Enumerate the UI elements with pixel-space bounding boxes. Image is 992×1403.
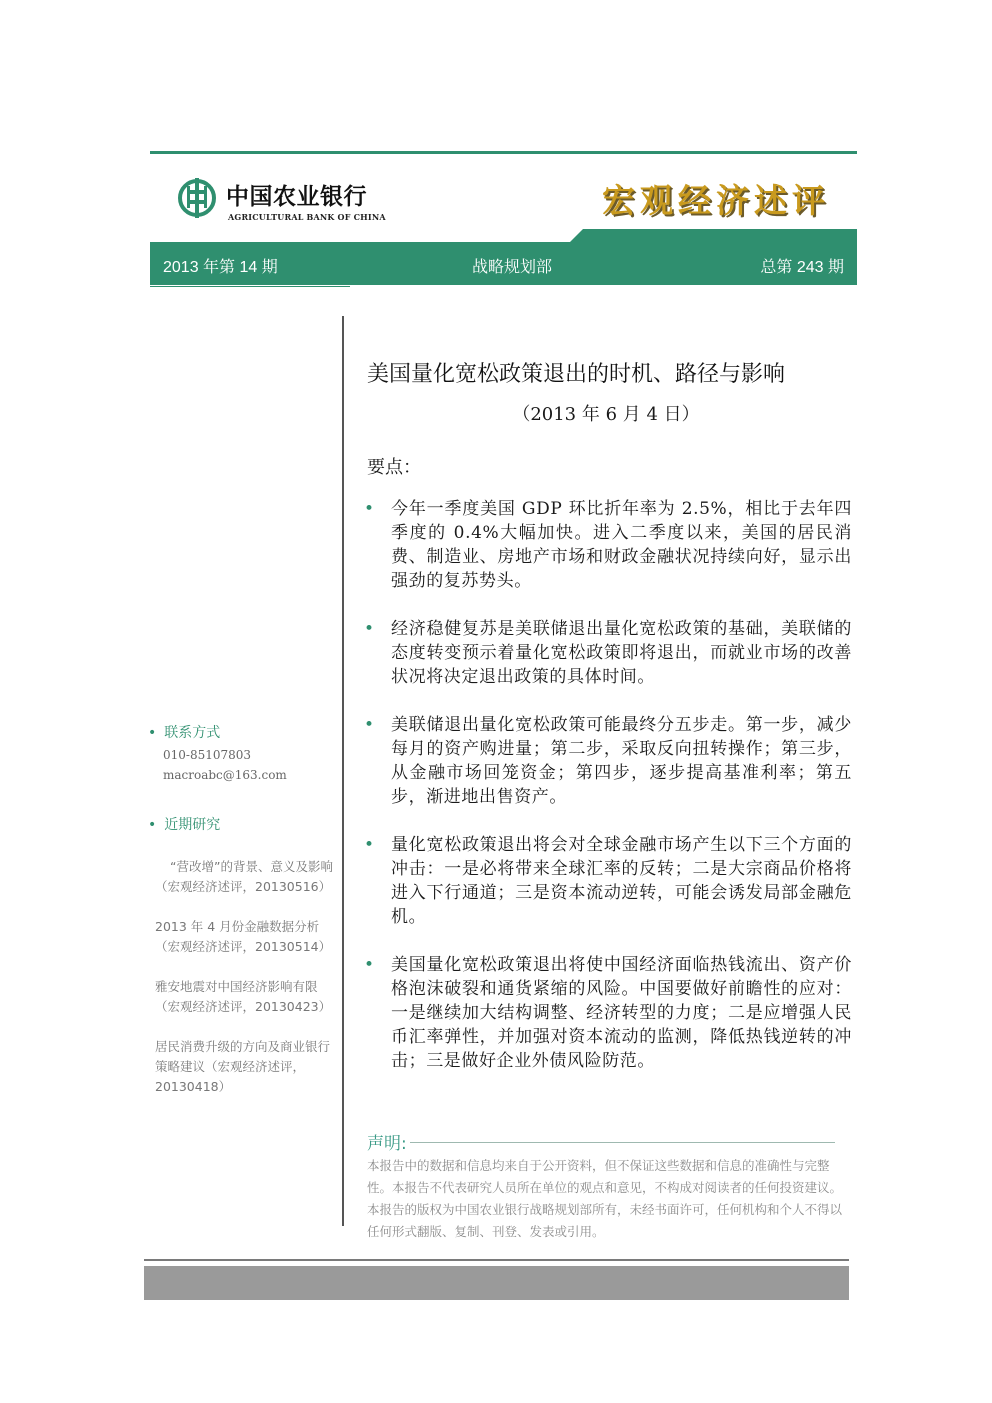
key-point-text: 美国量化宽松政策退出将使中国经济面临热钱流出、资产价格泡沫破裂和通货紧缩的风险。中国要做好前瞻性的应对：一是继续加大结构调整、经济转型的力度；二是应增强人民币汇率弹性，并加强对资本流动的监测，降低热钱逆转的冲击；三是做好企业外债风险防范。 <box>391 955 852 1071</box>
disclaimer-rule <box>410 1142 835 1143</box>
issue-total: 总第 243 期 <box>760 259 844 276</box>
key-point <box>364 713 852 809</box>
key-point-text: 量化宽松政策退出将会对全球金融市场产生以下三个方面的冲击：一是必将带来全球汇率的反转；二是大宗商品价格将进入下行通道；三是资本流动逆转，可能会诱发局部金融危机。 <box>391 835 852 927</box>
research-heading <box>148 814 340 834</box>
bank-logo <box>178 176 388 226</box>
research-item[interactable]: 居民消费升级的方向及商业银行策略建议（宏观经济述评，20130418） <box>155 1039 331 1094</box>
key-point-text: 美联储退出量化宽松政策可能最终分五步走。第一步，减少每月的资产购进量；第二步，采取反向扭转操作；第三步，从金融市场回笼资金；第四步，逐步提高基准利率；第五步，渐进地出售资产。 <box>391 715 852 807</box>
report-title: 美国量化宽松政策退出的时机、路径与影响 <box>367 362 786 387</box>
bullet-icon: • <box>148 817 157 833</box>
footer-bar <box>144 1266 849 1300</box>
bullet-icon: • <box>364 955 375 975</box>
bank-name-en: AGRICULTURAL BANK OF CHINA <box>228 212 386 222</box>
header-wedge-shape <box>570 229 857 242</box>
report-date: （2013 年 6 月 4 日） <box>512 404 700 425</box>
research-item[interactable]: “营改增”的背景、意义及影响（宏观经济述评，20130516） <box>155 859 333 894</box>
bullet-icon: • <box>148 725 157 741</box>
banner-underline <box>150 286 350 287</box>
key-point-text: 经济稳健复苏是美联储退出量化宽松政策的基础，美联储的态度转变预示着量化宽松政策即将退出，而就业市场的改善状况将决定退出政策的具体时间。 <box>391 619 852 687</box>
key-point <box>364 953 852 1073</box>
key-point <box>364 833 852 929</box>
footer-rule <box>144 1259 849 1261</box>
contact-heading <box>148 722 340 742</box>
research-heading-label: 近期研究 <box>164 817 221 833</box>
key-points-heading: 要点： <box>367 457 421 478</box>
issue-number: 2013 年第 14 期 <box>163 259 278 276</box>
key-point <box>364 617 852 689</box>
key-point-text: 今年一季度美国 GDP 环比折年率为 2.5%，相比于去年四季度的 0.4%大幅加快。进入二季度以来，美国的居民消费、制造业、房地产市场和财政金融状况持续向好，显示出强劲的复苏势头。 <box>391 499 852 591</box>
bullet-icon: • <box>364 499 375 519</box>
disclaimer-text: 本报告中的数据和信息均来自于公开资料，但不保证这些数据和信息的准确性与完整性。本报告不代表研究人员所在单位的观点和意见，不构成对阅读者的任何投资建议。本报告的版权为中国农业银行战略规划部所有，未经书面许可，任何机构和个人不得以任何形式翻版、复制、刊登、发表或引用。 <box>367 1158 843 1239</box>
series-title: 宏观经济述评 <box>602 181 830 220</box>
contact-phone: 010-85107803 <box>163 748 252 762</box>
department-name: 战略规划部 <box>472 259 553 276</box>
bank-name-cn: 中国农业银行 <box>226 184 367 210</box>
header-top-rule <box>150 151 857 154</box>
research-item[interactable]: 2013 年 4 月份金融数据分析（宏观经济述评，20130514） <box>155 919 332 954</box>
contact-heading-label: 联系方式 <box>164 725 221 741</box>
issue-banner <box>150 242 857 285</box>
abc-emblem-icon <box>178 176 216 220</box>
bullet-icon: • <box>364 835 375 855</box>
bullet-icon: • <box>364 715 375 735</box>
research-item[interactable]: 雅安地震对中国经济影响有限（宏观经济述评，20130423） <box>155 979 332 1014</box>
disclaimer-title: 声明: <box>367 1134 407 1154</box>
key-points-list <box>364 497 852 1097</box>
key-point <box>364 497 852 593</box>
contact-email[interactable]: macroabc@163.com <box>163 768 287 782</box>
bullet-icon: • <box>364 619 375 639</box>
